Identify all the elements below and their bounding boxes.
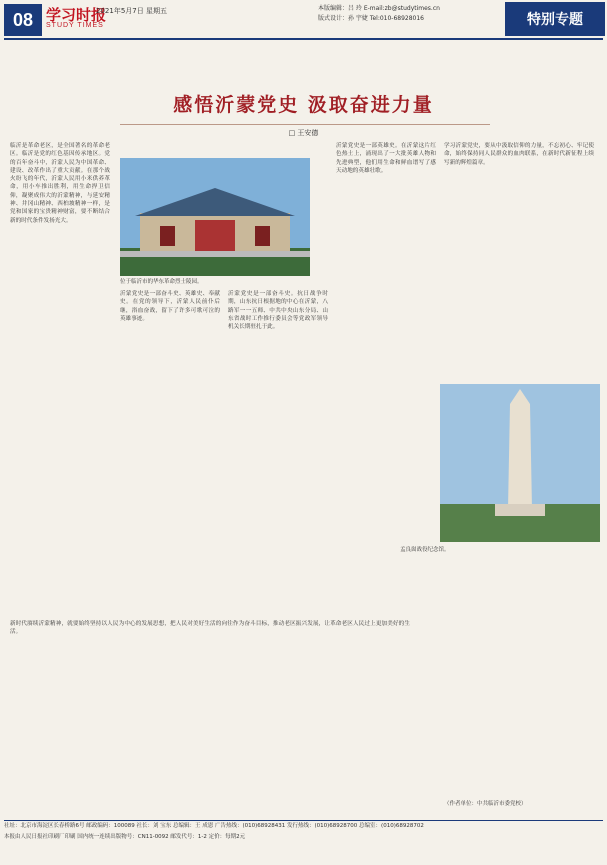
author-credit: （作者单位：中共临沂市委党校） [444,801,527,807]
monument-photo [440,384,600,542]
article-column-1: 临沂是革命老区，是全国著名的革命老区。临沂是党的红色基因传承地区。党的百年奋斗中，沂蒙人民为中国革命、建设、改革作出了重大贡献。在那个战火纷飞的年代，沂蒙人民用小米供养革命，用小车推出胜利，用生命捍卫信仰，凝聚成伟大的沂蒙精神，与延安精神、井冈山精神、西柏坡精神一样，是党和国家的宝贵精神财富，要不断结合新的时代条件发扬光大。 [10,143,110,224]
section-title: 特别专题 [505,2,605,36]
editor-info [318,4,440,24]
footer-line-2: 本报由人民日报社印刷厂印刷 国内统一连续出版物号：CN11-0092 邮发代号：1-2 定价：每期2元 [4,834,246,840]
memorial-photo [120,158,310,276]
page-header [0,0,607,40]
article-column-4: 沂蒙党史是一部英雄史。在沂蒙这片红色热土上，涌现出了一大批英雄人物和先进典型，他们用生命和鲜血谱写了感天动地的英雄壮歌。 [336,143,436,174]
editor-line-2: 版式设计：孙 宇婕 Tel:010-68928016 [318,15,424,22]
title-rule [120,124,490,125]
page-number: 08 [4,4,42,36]
article-column-5: 学习沂蒙党史，要从中汲取信仰的力量，不忘初心、牢记使命，始终保持同人民群众的血肉联系，在新时代新征程上续写新的辉煌篇章。 [444,143,594,166]
article-title: 感悟沂蒙党史 汲取奋进力量 [173,94,434,116]
newspaper-logo: 学习时报 [46,6,107,24]
article-column-3: 沂蒙党史是一部奋斗史。抗日战争时期，山东抗日根据地的中心在沂蒙，八路军一一五师、中共中央山东分局、山东省战时工作推行委员会等党政军领导机关长期驻扎于此。 [228,291,328,331]
header-rule [4,38,603,40]
issue-date: 2021年5月7日 星期五 [96,7,167,15]
article-column-6: 新时代赓续沂蒙精神，就要始终坚持以人民为中心的发展思想，把人民对美好生活的向往作为奋斗目标，推动老区振兴发展，让革命老区人民过上更加美好的生活。 [10,621,410,636]
newspaper-logo-en: STUDY TIMES [46,22,104,29]
page-footer [4,820,603,843]
photo2-caption: 孟良崮战役纪念馆。 [400,547,450,553]
photo1-caption: 位于临沂市的华东革命烈士陵园。 [120,279,203,285]
byline: □ 王安德 [288,129,319,137]
editor-line-1: 本版编辑：吕 玲 E-mail:zb@studytimes.cn [318,5,440,12]
footer-line-1: 社址：北京市海淀区长春桥路6号 邮政编码：100089 社长：刘 宝东 总编辑：王 成恩 广告热线：(010)68928431 发行热线：(010)68928700 总编室：(010)68928702 [4,823,424,829]
article-column-2: 沂蒙党史是一部奋斗史、英雄史、奉献史。在党的领导下，沂蒙人民前仆后继，浴血奋战，留下了许多可歌可泣的英雄事迹。 [120,291,220,322]
